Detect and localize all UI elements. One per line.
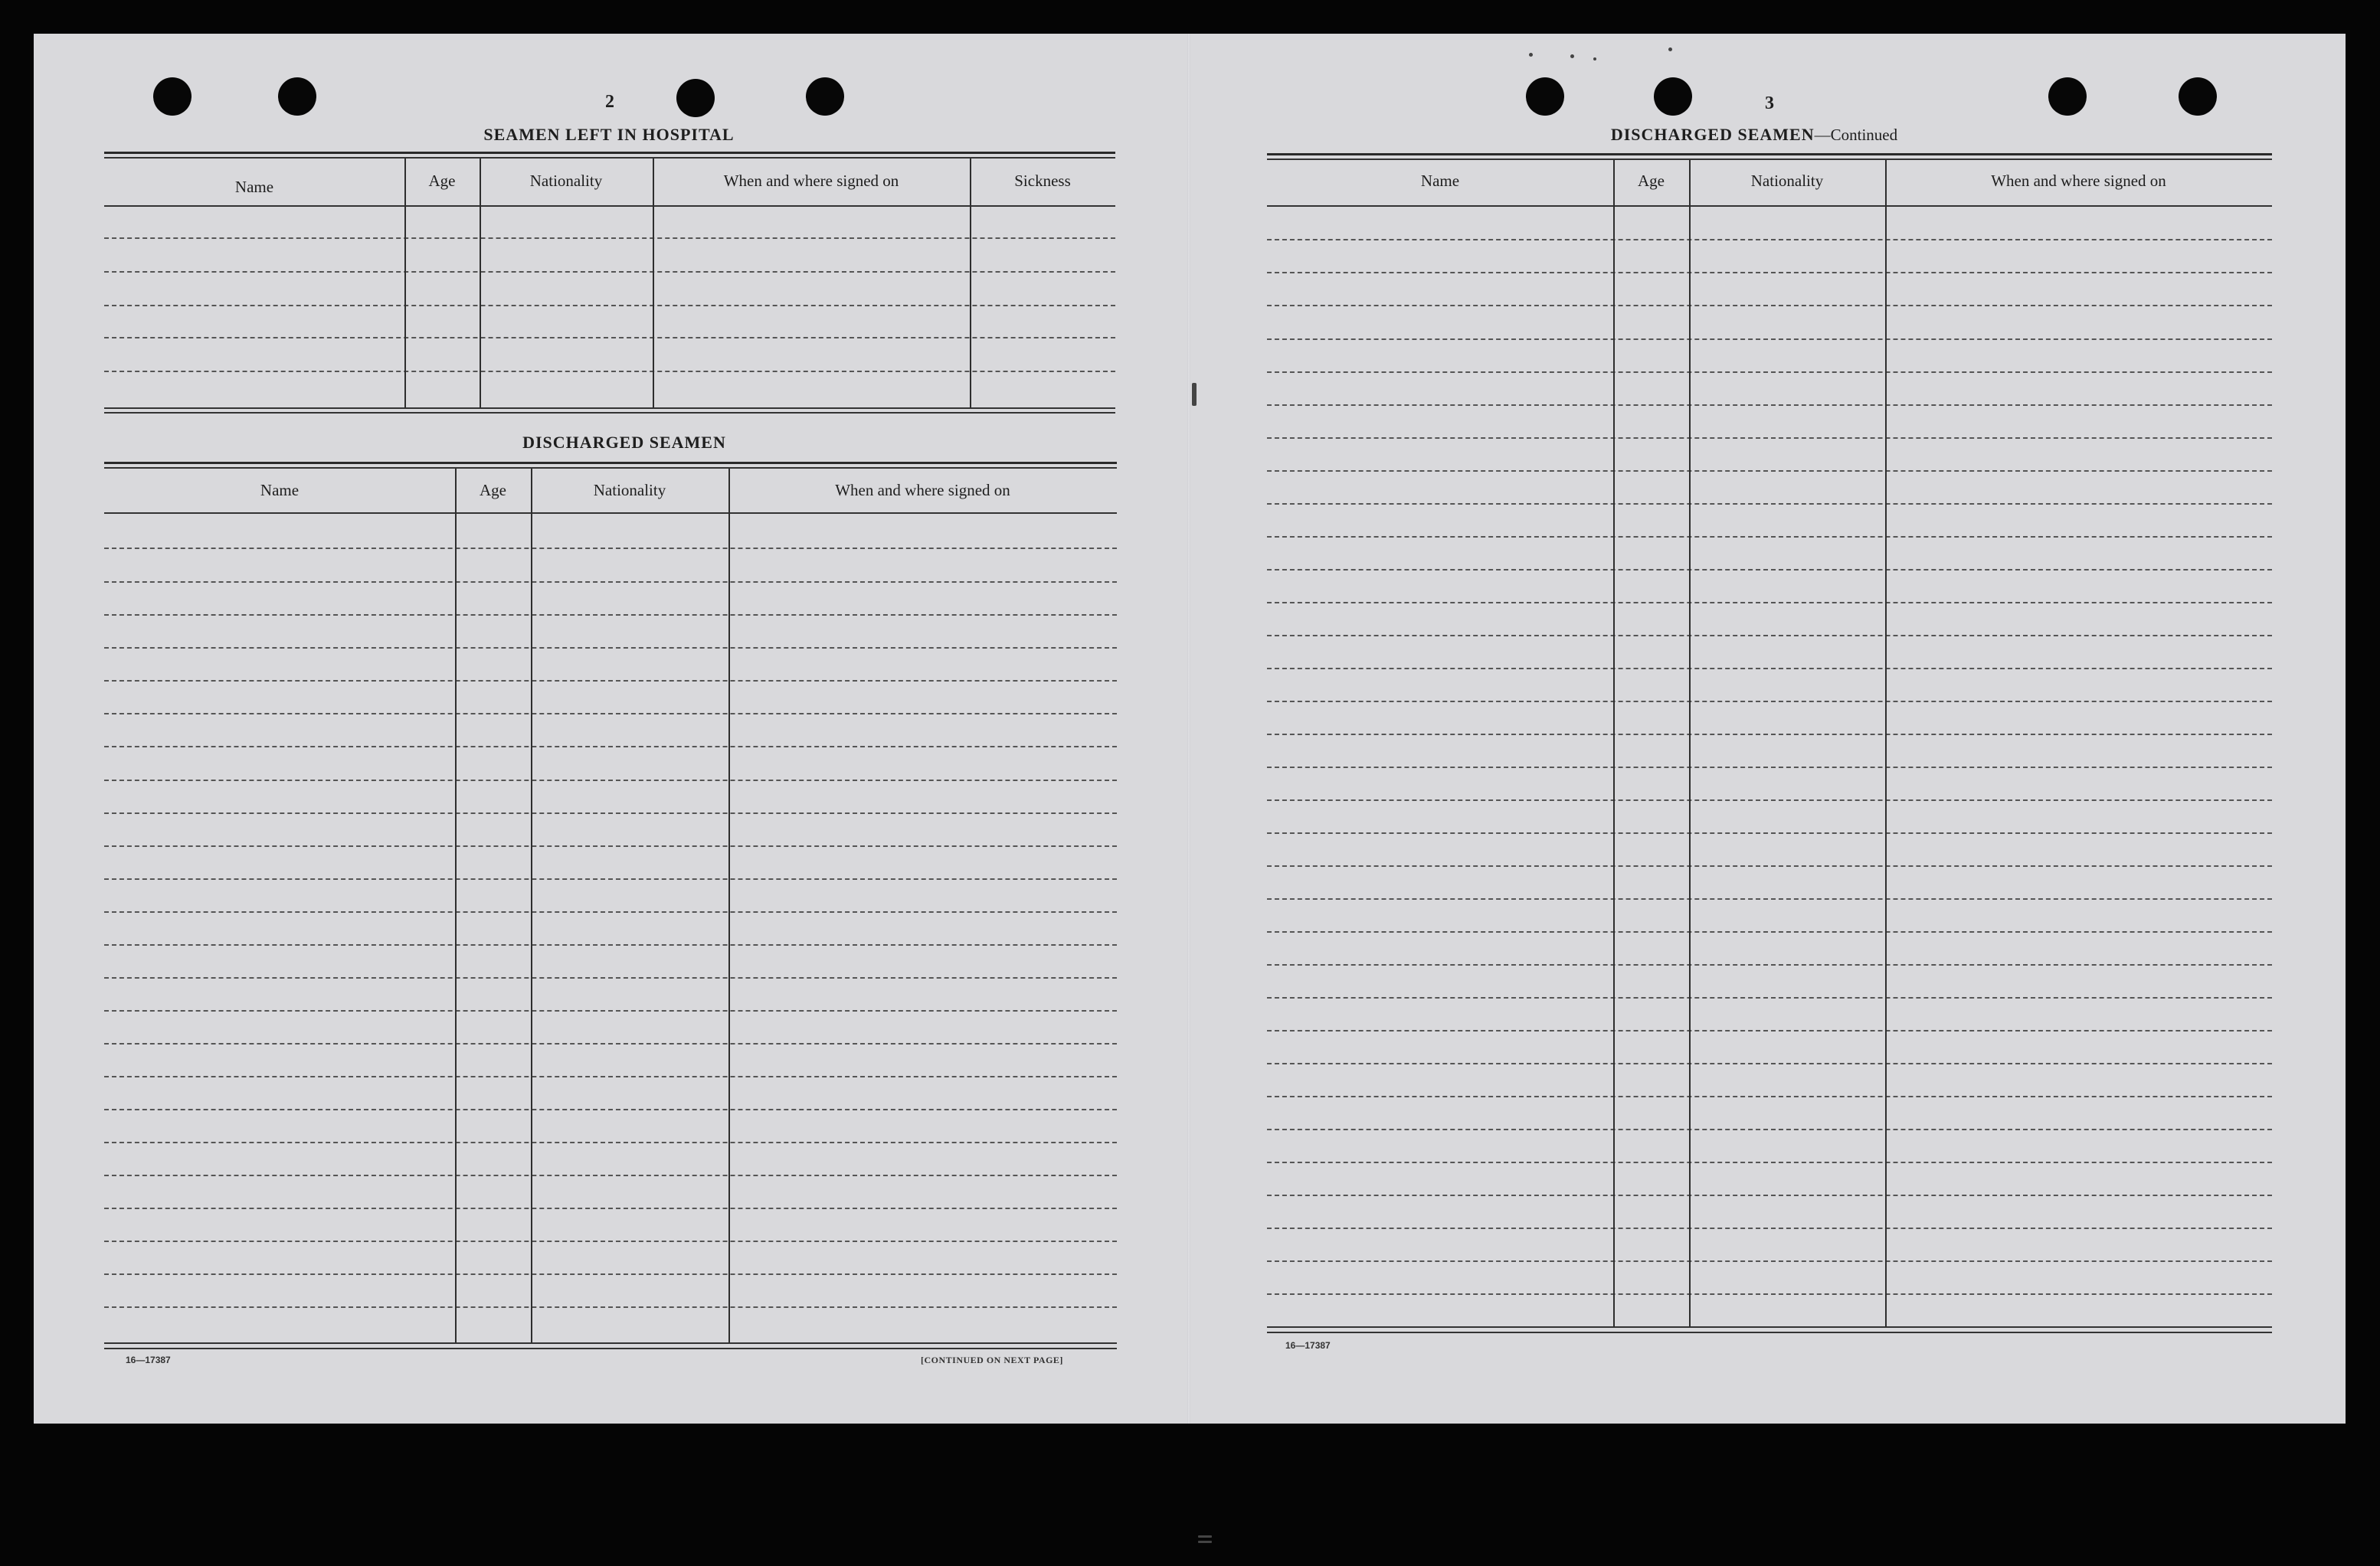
page-number-right: 3 — [1765, 93, 1774, 113]
page-number-left: 2 — [605, 92, 614, 112]
hospital-col-nationality: Nationality — [529, 172, 603, 190]
punch-hole — [806, 77, 844, 116]
discharged-left-col-name: Name — [260, 481, 300, 499]
form-code-left: 16—17387 — [126, 1355, 171, 1365]
hospital-col-sickness: Sickness — [1014, 172, 1071, 190]
hospital-col-signed-on: When and where signed on — [723, 172, 899, 190]
continued-note: [CONTINUED ON NEXT PAGE] — [921, 1355, 1063, 1365]
discharged-table-left — [104, 462, 1117, 1354]
discharged-table-right — [1267, 153, 2272, 1339]
scan-speck — [1529, 53, 1533, 57]
punch-hole — [676, 79, 715, 117]
discharged-left-col-signed-on: When and where signed on — [835, 481, 1010, 499]
discharged-right-col-age: Age — [1638, 172, 1665, 190]
scan-speck — [1668, 47, 1672, 51]
page-fold — [1187, 34, 1190, 1424]
hospital-col-age: Age — [428, 172, 456, 190]
scan-speck — [1192, 383, 1197, 406]
discharged-section-title: DISCHARGED SEAMEN — [522, 433, 726, 452]
discharged-right-col-nationality: Nationality — [1750, 172, 1824, 190]
discharged-continued-title-suffix: —Continued — [1814, 126, 1898, 144]
discharged-continued-title — [1578, 125, 1930, 145]
punch-hole — [2048, 77, 2087, 116]
scan-speck — [1570, 54, 1574, 58]
scan-speck — [1198, 1541, 1212, 1543]
discharged-continued-title-main: DISCHARGED SEAMEN — [1610, 125, 1815, 144]
discharged-left-col-nationality: Nationality — [593, 481, 666, 499]
punch-hole — [1654, 77, 1692, 116]
punch-hole — [1526, 77, 1564, 116]
scan-speck — [1593, 57, 1596, 60]
hospital-table — [104, 152, 1115, 415]
punch-hole — [153, 77, 192, 116]
scan-speck — [1198, 1535, 1212, 1538]
discharged-right-col-name: Name — [1420, 172, 1460, 190]
discharged-right-col-signed-on: When and where signed on — [1991, 172, 2166, 190]
hospital-section-title: SEAMEN LEFT IN HOSPITAL — [483, 125, 735, 144]
punch-hole — [2179, 77, 2217, 116]
punch-hole — [278, 77, 316, 116]
hospital-col-name: Name — [234, 178, 274, 196]
form-code-right: 16—17387 — [1285, 1340, 1331, 1351]
discharged-left-col-age: Age — [480, 481, 506, 499]
